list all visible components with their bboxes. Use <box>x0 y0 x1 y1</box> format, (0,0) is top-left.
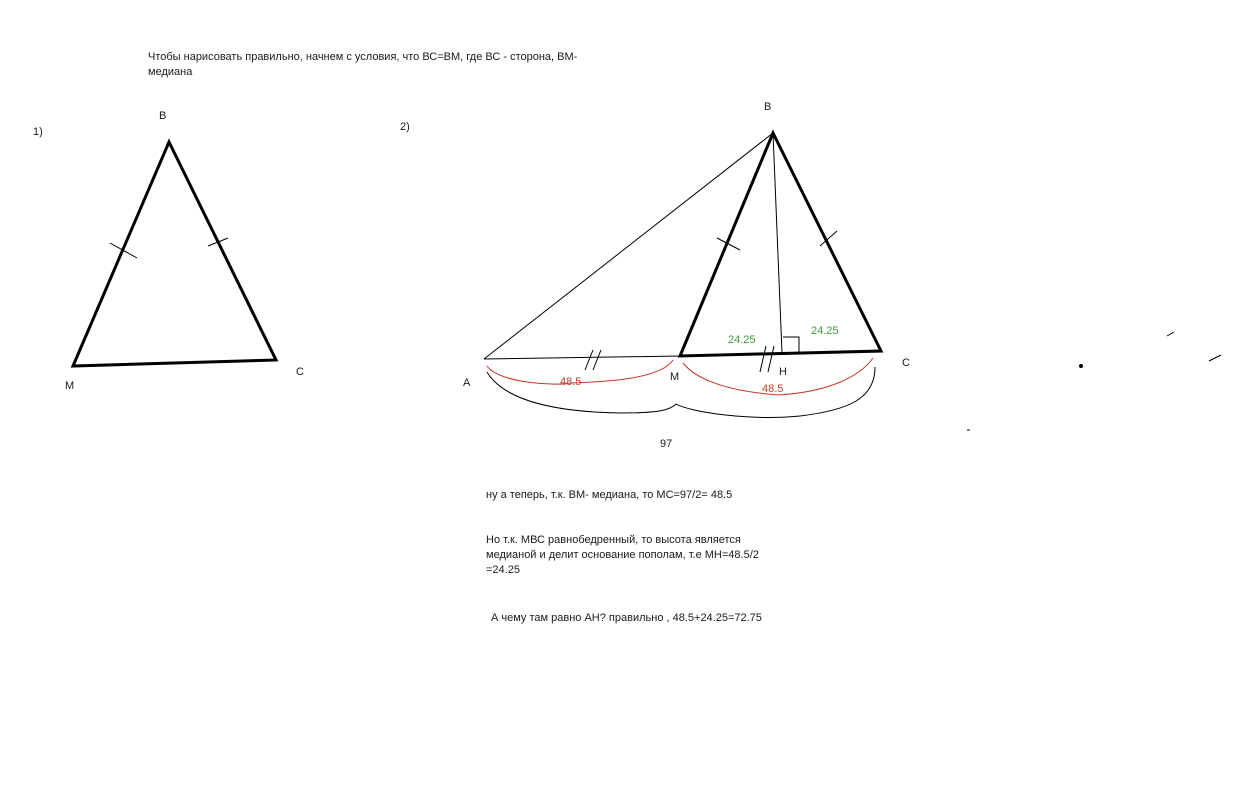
measure-hc: 24.25 <box>811 325 839 337</box>
brace-ac <box>487 367 875 417</box>
vertex-label-c: C <box>296 366 304 378</box>
step-2-line-3: =24.25 <box>486 564 520 576</box>
step-2-line-2: медианой и делит основание пополам, т.е МН=48.5/2 <box>486 549 759 561</box>
stray-dot <box>1079 364 1083 368</box>
measure-mc: 48.5 <box>762 383 784 395</box>
measure-am: 48.5 <box>560 376 582 388</box>
measure-mh: 24.25 <box>728 334 756 346</box>
stray-dash-1 <box>1167 332 1174 336</box>
figure-2-number: 2) <box>400 121 410 133</box>
altitude-bh <box>773 133 782 353</box>
vertex-label-c: C <box>902 357 910 369</box>
segment-ab <box>484 133 773 359</box>
vertex-label-m: M <box>670 371 680 383</box>
double-tick-mc-2 <box>768 346 774 372</box>
vertex-label-a: A <box>463 377 471 389</box>
vertex-label-b: B <box>159 110 167 122</box>
intro-line-2: медиана <box>148 66 193 78</box>
step-1-text: ну а теперь, т.к. ВМ- медиана, то МС=97/2= 48.5 <box>486 489 733 501</box>
double-tick-am-1 <box>585 350 593 370</box>
vertex-label-m: M <box>65 380 75 392</box>
step-3-text: А чему там равно АН? правильно , 48.5+24.25=72.75 <box>491 612 762 624</box>
vertex-label-h: H <box>779 366 787 378</box>
right-angle-marker <box>783 337 799 353</box>
stray-dash-2 <box>1209 355 1221 361</box>
figure-1-triangle <box>73 142 276 366</box>
measure-ac: 97 <box>660 438 673 450</box>
figure-2-diagram <box>484 133 881 417</box>
double-tick-am-2 <box>593 350 601 370</box>
figure-1-number: 1) <box>33 126 43 138</box>
triangle-mbc-outline <box>73 142 276 366</box>
step-2-line-1: Но т.к. МВС равнобедренный, то высота является <box>486 534 741 546</box>
double-tick-mc-1 <box>760 346 766 372</box>
stray-marks <box>967 332 1221 430</box>
vertex-label-b: B <box>764 101 772 113</box>
intro-line-1: Чтобы нарисовать правильно, начнем с условия, что ВС=ВМ, где ВС - сторона, ВМ- <box>148 51 578 63</box>
segment-am <box>484 356 680 359</box>
